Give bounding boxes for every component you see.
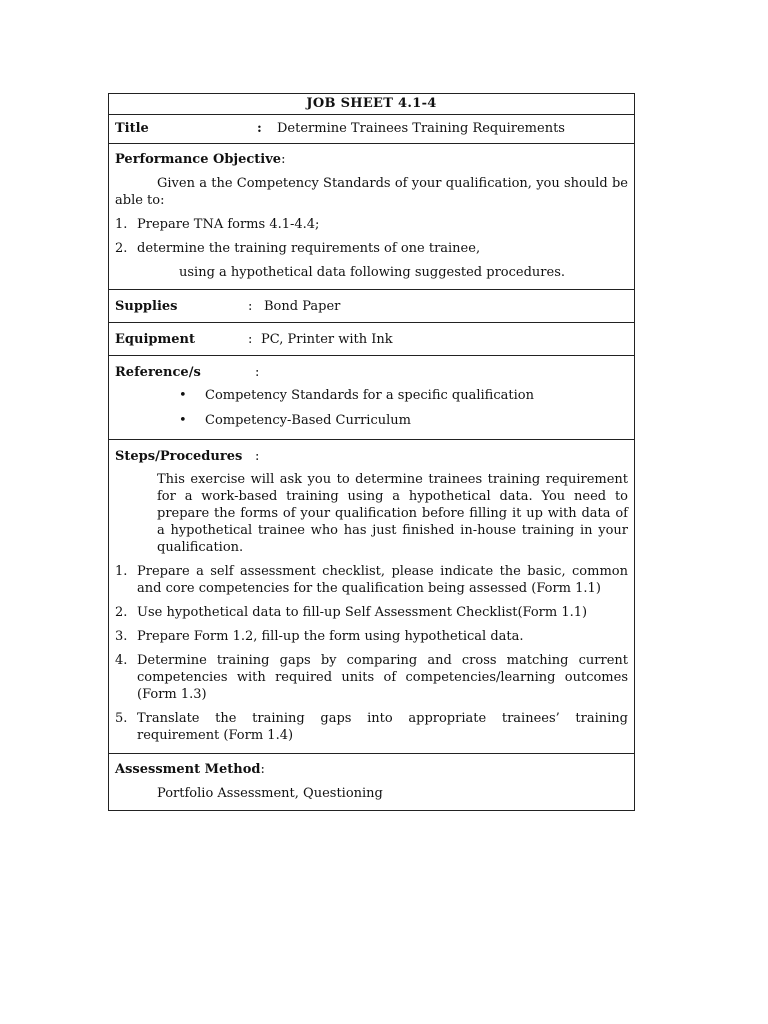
job-sheet-table [108,93,635,811]
equipment-row [109,323,634,356]
title-label: Title [115,121,149,136]
title-colon: : [257,121,262,136]
steps-label: Steps/Procedures [115,449,243,464]
assessment-method-value: Portfolio Assessment, Questioning [157,786,383,801]
bullet-icon: • [179,388,187,403]
references-section [109,356,634,440]
assessment-method-colon: : [260,762,265,777]
assessment-method-label: Assessment Method [115,762,261,777]
references-list [115,387,628,429]
list-item-text: determine the training requirements of one trainee, [137,241,481,256]
equipment-value: PC, Printer with Ink [261,332,393,347]
list-item-text: Competency-Based Curriculum [205,413,411,428]
supplies-colon: : [248,299,253,314]
list-item [115,652,628,703]
performance-objective-intro: Given a the Competency Standards of your qualification, you should be able to: [115,176,628,208]
list-item [115,710,628,744]
equipment-label: Equipment [115,332,195,347]
supplies-row [109,290,634,323]
list-item [115,216,628,233]
title-row [109,115,634,144]
list-item-number: 2. [115,605,128,620]
steps-intro: This exercise will ask you to determine trainees training requirement for a work-based training using a hypothetical data. You need to prepare the forms of your qualification before filling it up with data of a hypothetical trainee who has just finished in-house training in your qualification. [157,472,628,555]
list-item [179,412,628,429]
job-sheet-heading: JOB SHEET 4.1-4 [109,94,634,115]
bullet-icon: • [179,413,187,428]
references-label: Reference/s [115,365,201,380]
list-item-text: Translate the training gaps into appropriate trainees’ training requirement (Form 1.4) [137,711,628,743]
list-item [115,604,628,621]
performance-objective-section [109,144,634,290]
supplies-value: Bond Paper [264,299,341,314]
list-item-text: Use hypothetical data to fill-up Self Assessment Checklist(Form 1.1) [137,605,588,620]
performance-objective-continuation: using a hypothetical data following suggested procedures. [179,265,566,280]
steps-procedures-section [109,440,634,754]
list-item [115,240,628,257]
list-item-text: Determine training gaps by comparing and cross matching current competencies with required units of competencies/learning outcomes (Form 1.3) [137,653,628,702]
list-item-text: Prepare a self assessment checklist, please indicate the basic, common and core competencies for the qualification being assessed (Form 1.1) [137,564,628,596]
steps-list [115,563,628,744]
list-item-text: Competency Standards for a specific qualification [205,388,534,403]
references-colon: : [255,365,260,380]
list-item-text: Prepare TNA forms 4.1-4.4; [137,217,320,232]
performance-objective-list [115,216,628,257]
list-item-number: 3. [115,629,128,644]
list-item-number: 1. [115,564,128,579]
supplies-label: Supplies [115,299,178,314]
performance-objective-label: Performance Objective [115,152,282,167]
performance-objective-colon: : [281,152,286,167]
assessment-method-section [109,754,634,810]
list-item [115,628,628,645]
list-item-number: 1. [115,217,128,232]
steps-colon: : [255,449,260,464]
equipment-colon: : [248,332,253,347]
title-value: Determine Trainees Training Requirements [277,121,565,136]
list-item-number: 2. [115,241,128,256]
list-item-text: Prepare Form 1.2, fill-up the form using hypothetical data. [137,629,524,644]
list-item [115,563,628,597]
list-item-number: 4. [115,653,128,668]
list-item-number: 5. [115,711,128,726]
list-item [179,387,628,404]
